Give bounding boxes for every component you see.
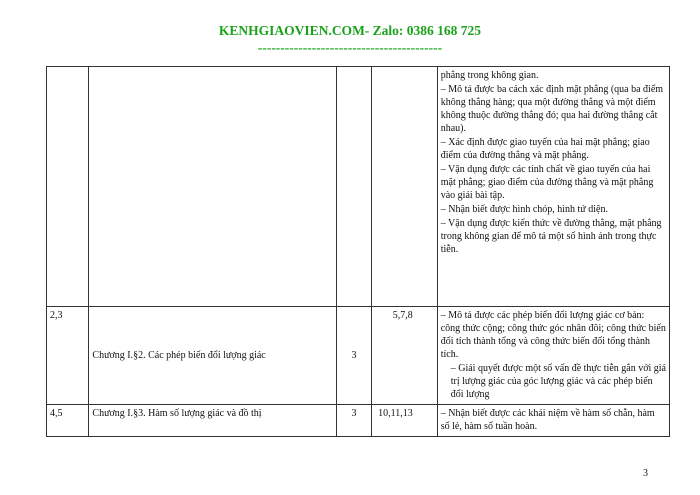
curriculum-table: [46, 66, 670, 437]
row-chapter: Chương I.§2. Các phép biến đổi lượng giác: [89, 307, 336, 405]
row-questions: 10,11,13: [372, 405, 438, 437]
table-row: [47, 67, 670, 307]
row-id: 4,5: [47, 405, 89, 437]
row-hours: [336, 67, 371, 307]
table-row: [47, 405, 670, 437]
row-hours: 3: [336, 405, 371, 437]
objective-item: – Mô tả được ba cách xác định mặt phẳng (qua ba điểm không thẳng hàng; qua một đường thẳng và một điểm không thuộc đường thẳng đó; qua hai đường thẳng cắt nhau).: [440, 84, 664, 134]
objective-item: – Mô tả được các phép biến đổi lượng giác cơ bản: công thức cộng; công thức góc nhân đôi; công thức biến đổi tích thành tổng và công thức biến đổi tổng thành tích.: [440, 310, 666, 360]
row-id: [47, 67, 89, 307]
row-questions: [372, 67, 438, 307]
objective-item: phẳng trong không gian.: [440, 70, 539, 81]
objective-item: – Vận dụng được các tính chất về giao tuyến của hai mặt phẳng; giao điểm của đường thẳng và mặt phẳng vào giải bài tập.: [440, 164, 654, 201]
table-row: [47, 307, 670, 405]
page-number: 3: [643, 468, 648, 479]
header-underline: -----------------------------------------: [257, 40, 443, 55]
row-chapter: Chương I.§3. Hàm số lượng giác và đồ thị: [89, 405, 336, 437]
header-title: KENHGIAOVIEN.COM- Zalo: 0386 168 725: [218, 23, 482, 38]
row-questions: 5,7,8: [372, 307, 438, 405]
row-hours: 3: [336, 307, 371, 405]
row-id: 2,3: [47, 307, 89, 405]
objective-item: – Giải quyết được một số vấn đề thực tiễn gắn với giá trị lượng giác của góc lượng giác và các phép biến đổi lượng: [450, 363, 666, 400]
row-chapter: [89, 67, 336, 307]
row-objectives: [437, 67, 669, 307]
objective-item: – Nhận biết được hình chóp, hình tứ diện.: [440, 204, 608, 215]
row-objectives: [437, 405, 669, 437]
objective-item: – Xác định được giao tuyến của hai mặt phẳng; giao điểm của đường thẳng và mặt phẳng.: [440, 137, 650, 161]
objective-item: – Nhận biết được các khái niệm về hàm số chẵn, hàm số lẻ, hàm số tuần hoàn.: [440, 408, 655, 432]
row-objectives: [437, 307, 669, 405]
objective-item: – Vận dụng được kiến thức về đường thẳng, mặt phẳng trong không gian để mô tả một số hình ảnh trong thực tiễn.: [440, 218, 662, 255]
page-header: [0, 22, 700, 56]
